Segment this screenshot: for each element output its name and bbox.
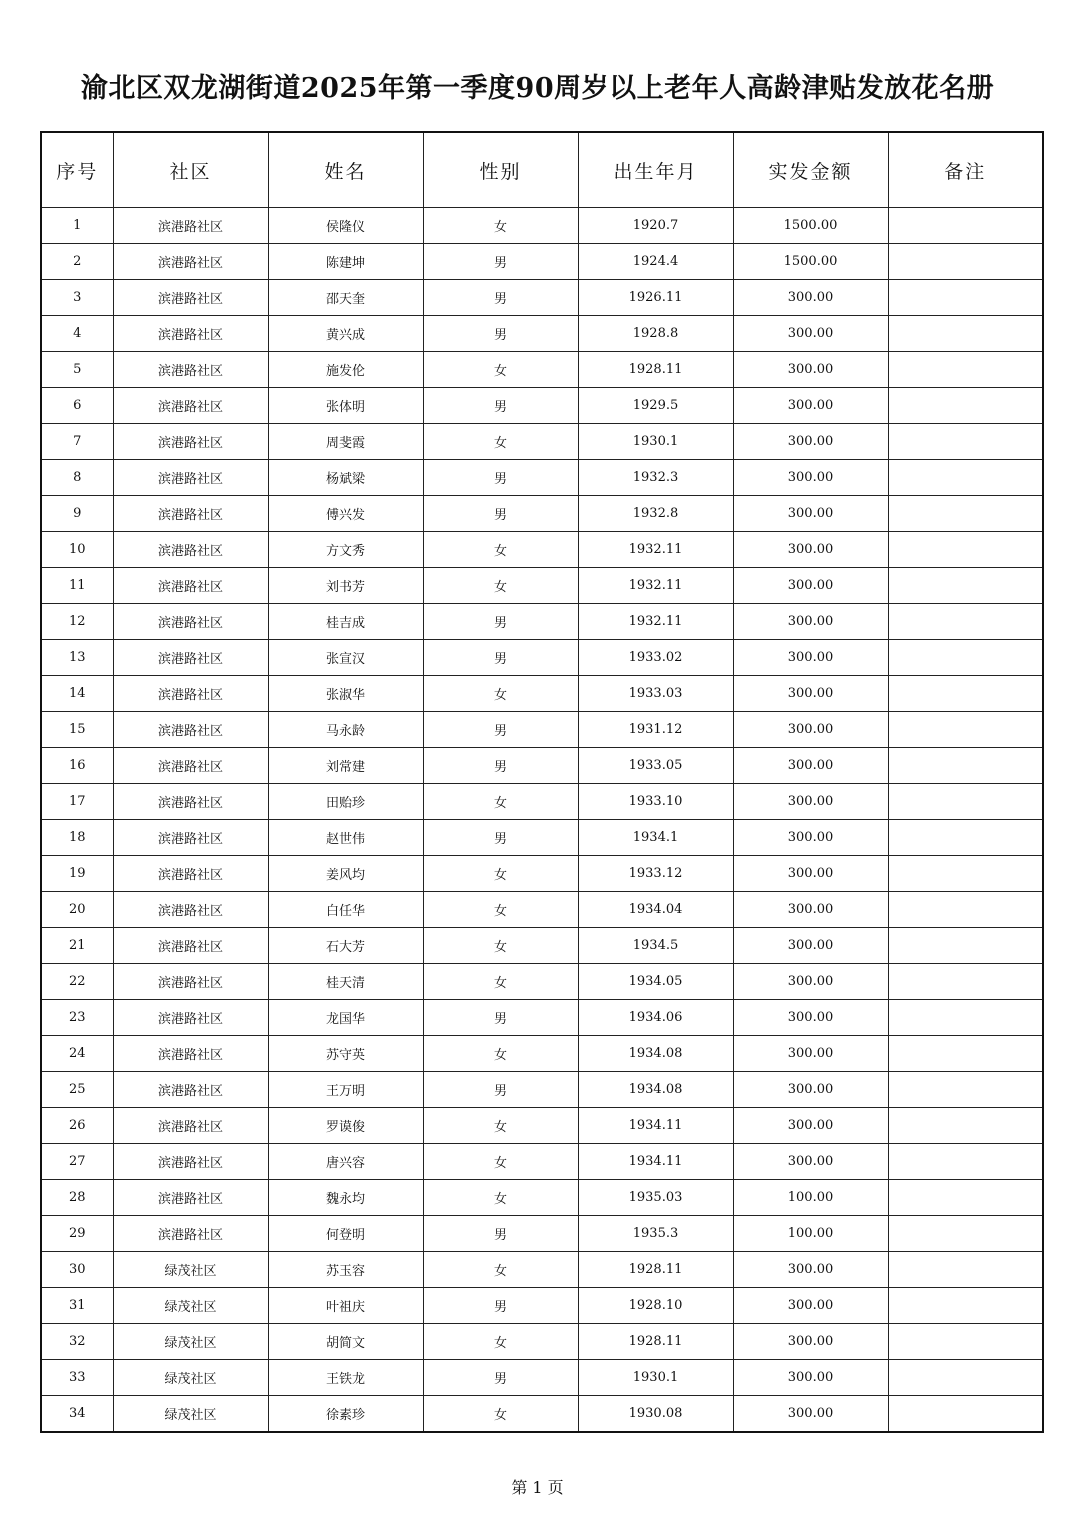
cell-birth-date: 1932.11 xyxy=(578,568,733,604)
cell-community: 滨港路社区 xyxy=(113,892,268,928)
cell-remarks xyxy=(888,1288,1043,1324)
cell-name: 王铁龙 xyxy=(268,1360,423,1396)
cell-index: 12 xyxy=(41,604,113,640)
cell-birth-date: 1926.11 xyxy=(578,280,733,316)
cell-name: 桂天清 xyxy=(268,964,423,1000)
cell-birth-date: 1933.12 xyxy=(578,856,733,892)
table-row xyxy=(41,820,1043,856)
cell-birth-date: 1934.08 xyxy=(578,1072,733,1108)
cell-gender: 男 xyxy=(423,1360,578,1396)
cell-index: 25 xyxy=(41,1072,113,1108)
cell-index: 4 xyxy=(41,316,113,352)
cell-gender: 女 xyxy=(423,208,578,244)
cell-gender: 男 xyxy=(423,1288,578,1324)
table-row xyxy=(41,1396,1043,1433)
cell-index: 5 xyxy=(41,352,113,388)
cell-gender: 男 xyxy=(423,712,578,748)
table-row xyxy=(41,1360,1043,1396)
cell-community: 绿茂社区 xyxy=(113,1252,268,1288)
cell-gender: 女 xyxy=(423,892,578,928)
cell-remarks xyxy=(888,640,1043,676)
cell-amount: 300.00 xyxy=(733,1288,888,1324)
cell-name: 周斐霞 xyxy=(268,424,423,460)
cell-community: 滨港路社区 xyxy=(113,1036,268,1072)
cell-amount: 300.00 xyxy=(733,928,888,964)
cell-index: 33 xyxy=(41,1360,113,1396)
cell-gender: 男 xyxy=(423,1000,578,1036)
cell-community: 滨港路社区 xyxy=(113,316,268,352)
cell-name: 王万明 xyxy=(268,1072,423,1108)
cell-amount: 300.00 xyxy=(733,1108,888,1144)
cell-index: 9 xyxy=(41,496,113,532)
cell-amount: 300.00 xyxy=(733,1360,888,1396)
cell-remarks xyxy=(888,1000,1043,1036)
cell-amount: 300.00 xyxy=(733,640,888,676)
cell-birth-date: 1934.11 xyxy=(578,1144,733,1180)
cell-index: 15 xyxy=(41,712,113,748)
cell-name: 桂吉成 xyxy=(268,604,423,640)
cell-name: 何登明 xyxy=(268,1216,423,1252)
cell-name: 黄兴成 xyxy=(268,316,423,352)
table-row xyxy=(41,1000,1043,1036)
cell-amount: 300.00 xyxy=(733,568,888,604)
cell-gender: 男 xyxy=(423,1072,578,1108)
cell-name: 张体明 xyxy=(268,388,423,424)
cell-name: 刘书芳 xyxy=(268,568,423,604)
cell-gender: 女 xyxy=(423,1252,578,1288)
table-row xyxy=(41,676,1043,712)
cell-amount: 300.00 xyxy=(733,712,888,748)
cell-remarks xyxy=(888,316,1043,352)
cell-community: 绿茂社区 xyxy=(113,1324,268,1360)
cell-amount: 300.00 xyxy=(733,604,888,640)
cell-remarks xyxy=(888,604,1043,640)
cell-community: 滨港路社区 xyxy=(113,208,268,244)
cell-name: 徐素珍 xyxy=(268,1396,423,1433)
cell-remarks xyxy=(888,748,1043,784)
cell-remarks xyxy=(888,676,1043,712)
cell-birth-date: 1931.12 xyxy=(578,712,733,748)
cell-index: 2 xyxy=(41,244,113,280)
cell-community: 滨港路社区 xyxy=(113,244,268,280)
table-row xyxy=(41,892,1043,928)
cell-gender: 女 xyxy=(423,1036,578,1072)
cell-remarks xyxy=(888,928,1043,964)
cell-community: 滨港路社区 xyxy=(113,712,268,748)
cell-index: 34 xyxy=(41,1396,113,1433)
cell-remarks xyxy=(888,1216,1043,1252)
cell-community: 滨港路社区 xyxy=(113,964,268,1000)
cell-amount: 300.00 xyxy=(733,1252,888,1288)
cell-index: 26 xyxy=(41,1108,113,1144)
table-row xyxy=(41,1108,1043,1144)
cell-gender: 男 xyxy=(423,1216,578,1252)
cell-index: 23 xyxy=(41,1000,113,1036)
cell-community: 滨港路社区 xyxy=(113,604,268,640)
cell-remarks xyxy=(888,352,1043,388)
cell-amount: 300.00 xyxy=(733,316,888,352)
cell-name: 陈建坤 xyxy=(268,244,423,280)
cell-index: 19 xyxy=(41,856,113,892)
cell-name: 张宣汉 xyxy=(268,640,423,676)
cell-community: 滨港路社区 xyxy=(113,1000,268,1036)
cell-index: 20 xyxy=(41,892,113,928)
cell-gender: 男 xyxy=(423,388,578,424)
cell-remarks xyxy=(888,1072,1043,1108)
table-row xyxy=(41,712,1043,748)
cell-remarks xyxy=(888,460,1043,496)
cell-community: 滨港路社区 xyxy=(113,676,268,712)
cell-remarks xyxy=(888,892,1043,928)
cell-gender: 女 xyxy=(423,1144,578,1180)
cell-amount: 300.00 xyxy=(733,784,888,820)
cell-gender: 女 xyxy=(423,856,578,892)
cell-gender: 女 xyxy=(423,532,578,568)
table-row xyxy=(41,604,1043,640)
cell-name: 胡简文 xyxy=(268,1324,423,1360)
cell-name: 白任华 xyxy=(268,892,423,928)
column-header-birth-date: 出生年月 xyxy=(578,132,733,208)
cell-remarks xyxy=(888,1180,1043,1216)
table-row xyxy=(41,208,1043,244)
cell-birth-date: 1933.02 xyxy=(578,640,733,676)
cell-gender: 女 xyxy=(423,1324,578,1360)
cell-community: 滨港路社区 xyxy=(113,784,268,820)
cell-name: 叶祖庆 xyxy=(268,1288,423,1324)
cell-gender: 男 xyxy=(423,460,578,496)
table-row xyxy=(41,1324,1043,1360)
cell-remarks xyxy=(888,1036,1043,1072)
cell-remarks xyxy=(888,1252,1043,1288)
cell-amount: 300.00 xyxy=(733,892,888,928)
cell-remarks xyxy=(888,424,1043,460)
cell-amount: 300.00 xyxy=(733,676,888,712)
cell-index: 8 xyxy=(41,460,113,496)
cell-gender: 男 xyxy=(423,496,578,532)
cell-birth-date: 1928.11 xyxy=(578,1324,733,1360)
cell-community: 滨港路社区 xyxy=(113,1072,268,1108)
table-row xyxy=(41,640,1043,676)
table-row xyxy=(41,784,1043,820)
cell-index: 30 xyxy=(41,1252,113,1288)
cell-gender: 男 xyxy=(423,316,578,352)
cell-gender: 男 xyxy=(423,820,578,856)
cell-birth-date: 1928.11 xyxy=(578,1252,733,1288)
cell-remarks xyxy=(888,1144,1043,1180)
cell-amount: 300.00 xyxy=(733,748,888,784)
cell-name: 赵世伟 xyxy=(268,820,423,856)
cell-name: 邵天奎 xyxy=(268,280,423,316)
cell-community: 滨港路社区 xyxy=(113,388,268,424)
cell-index: 14 xyxy=(41,676,113,712)
cell-birth-date: 1928.8 xyxy=(578,316,733,352)
cell-remarks xyxy=(888,820,1043,856)
cell-birth-date: 1934.08 xyxy=(578,1036,733,1072)
cell-community: 滨港路社区 xyxy=(113,424,268,460)
cell-amount: 300.00 xyxy=(733,1036,888,1072)
cell-index: 11 xyxy=(41,568,113,604)
table-row xyxy=(41,1216,1043,1252)
cell-amount: 300.00 xyxy=(733,496,888,532)
column-header-gender: 性别 xyxy=(423,132,578,208)
cell-remarks xyxy=(888,856,1043,892)
cell-birth-date: 1930.1 xyxy=(578,1360,733,1396)
cell-amount: 300.00 xyxy=(733,820,888,856)
cell-remarks xyxy=(888,712,1043,748)
cell-name: 施发伦 xyxy=(268,352,423,388)
table-row xyxy=(41,1036,1043,1072)
cell-index: 27 xyxy=(41,1144,113,1180)
cell-birth-date: 1933.05 xyxy=(578,748,733,784)
cell-gender: 女 xyxy=(423,1108,578,1144)
cell-index: 13 xyxy=(41,640,113,676)
cell-birth-date: 1933.03 xyxy=(578,676,733,712)
table-row xyxy=(41,1180,1043,1216)
cell-amount: 300.00 xyxy=(733,1396,888,1433)
table-row xyxy=(41,1144,1043,1180)
cell-community: 滨港路社区 xyxy=(113,496,268,532)
cell-birth-date: 1933.10 xyxy=(578,784,733,820)
cell-index: 24 xyxy=(41,1036,113,1072)
cell-amount: 300.00 xyxy=(733,1144,888,1180)
cell-community: 滨港路社区 xyxy=(113,748,268,784)
cell-remarks xyxy=(888,1324,1043,1360)
cell-remarks xyxy=(888,1396,1043,1433)
cell-amount: 300.00 xyxy=(733,388,888,424)
cell-birth-date: 1932.3 xyxy=(578,460,733,496)
table-row xyxy=(41,532,1043,568)
subsidy-roster-table xyxy=(40,131,1044,1433)
cell-birth-date: 1932.11 xyxy=(578,604,733,640)
cell-name: 张淑华 xyxy=(268,676,423,712)
column-header-community: 社区 xyxy=(113,132,268,208)
cell-remarks xyxy=(888,244,1043,280)
page-number: 第 1 页 xyxy=(511,1478,564,1497)
table-row xyxy=(41,856,1043,892)
cell-index: 1 xyxy=(41,208,113,244)
cell-birth-date: 1934.11 xyxy=(578,1108,733,1144)
table-body xyxy=(41,208,1043,1433)
cell-index: 17 xyxy=(41,784,113,820)
cell-birth-date: 1929.5 xyxy=(578,388,733,424)
cell-community: 滨港路社区 xyxy=(113,568,268,604)
cell-amount: 300.00 xyxy=(733,280,888,316)
cell-amount: 100.00 xyxy=(733,1180,888,1216)
table-row xyxy=(41,424,1043,460)
column-header-name: 姓名 xyxy=(268,132,423,208)
table-row xyxy=(41,244,1043,280)
cell-amount: 300.00 xyxy=(733,532,888,568)
table-row xyxy=(41,964,1043,1000)
cell-remarks xyxy=(888,964,1043,1000)
cell-amount: 1500.00 xyxy=(733,244,888,280)
cell-gender: 女 xyxy=(423,1180,578,1216)
table-row xyxy=(41,568,1043,604)
cell-gender: 男 xyxy=(423,640,578,676)
cell-birth-date: 1928.10 xyxy=(578,1288,733,1324)
cell-name: 唐兴容 xyxy=(268,1144,423,1180)
cell-index: 28 xyxy=(41,1180,113,1216)
cell-name: 侯隆仪 xyxy=(268,208,423,244)
cell-birth-date: 1935.03 xyxy=(578,1180,733,1216)
cell-community: 滨港路社区 xyxy=(113,820,268,856)
cell-name: 魏永均 xyxy=(268,1180,423,1216)
cell-amount: 300.00 xyxy=(733,460,888,496)
cell-name: 龙国华 xyxy=(268,1000,423,1036)
cell-index: 3 xyxy=(41,280,113,316)
table-row xyxy=(41,280,1043,316)
cell-community: 滨港路社区 xyxy=(113,532,268,568)
cell-birth-date: 1934.5 xyxy=(578,928,733,964)
cell-birth-date: 1920.7 xyxy=(578,208,733,244)
table-row xyxy=(41,496,1043,532)
cell-amount: 300.00 xyxy=(733,1324,888,1360)
cell-remarks xyxy=(888,388,1043,424)
cell-remarks xyxy=(888,568,1043,604)
cell-index: 32 xyxy=(41,1324,113,1360)
table-row xyxy=(41,352,1043,388)
cell-gender: 男 xyxy=(423,748,578,784)
cell-index: 22 xyxy=(41,964,113,1000)
cell-gender: 女 xyxy=(423,1396,578,1433)
cell-community: 绿茂社区 xyxy=(113,1288,268,1324)
cell-index: 18 xyxy=(41,820,113,856)
document-title: 渝北区双龙湖街道2025年第一季度90周岁以上老年人高龄津贴发放花名册 xyxy=(80,73,995,104)
column-header-amount: 实发金额 xyxy=(733,132,888,208)
cell-amount: 300.00 xyxy=(733,1072,888,1108)
cell-amount: 300.00 xyxy=(733,424,888,460)
cell-birth-date: 1924.4 xyxy=(578,244,733,280)
cell-index: 31 xyxy=(41,1288,113,1324)
table-row xyxy=(41,316,1043,352)
cell-name: 杨斌梁 xyxy=(268,460,423,496)
table-row xyxy=(41,1288,1043,1324)
cell-amount: 300.00 xyxy=(733,352,888,388)
cell-remarks xyxy=(888,496,1043,532)
table-row xyxy=(41,388,1043,424)
cell-birth-date: 1934.06 xyxy=(578,1000,733,1036)
cell-community: 滨港路社区 xyxy=(113,928,268,964)
cell-community: 滨港路社区 xyxy=(113,280,268,316)
cell-remarks xyxy=(888,280,1043,316)
cell-index: 10 xyxy=(41,532,113,568)
cell-gender: 女 xyxy=(423,352,578,388)
cell-name: 姜风均 xyxy=(268,856,423,892)
cell-gender: 女 xyxy=(423,676,578,712)
cell-gender: 女 xyxy=(423,784,578,820)
cell-community: 滨港路社区 xyxy=(113,460,268,496)
cell-birth-date: 1935.3 xyxy=(578,1216,733,1252)
cell-birth-date: 1930.1 xyxy=(578,424,733,460)
cell-gender: 男 xyxy=(423,244,578,280)
cell-gender: 女 xyxy=(423,424,578,460)
cell-name: 罗谟俊 xyxy=(268,1108,423,1144)
cell-community: 绿茂社区 xyxy=(113,1360,268,1396)
table-row xyxy=(41,1072,1043,1108)
cell-gender: 女 xyxy=(423,928,578,964)
cell-community: 滨港路社区 xyxy=(113,856,268,892)
cell-gender: 女 xyxy=(423,568,578,604)
cell-birth-date: 1934.05 xyxy=(578,964,733,1000)
cell-birth-date: 1934.04 xyxy=(578,892,733,928)
cell-name: 田贻珍 xyxy=(268,784,423,820)
cell-remarks xyxy=(888,1360,1043,1396)
cell-community: 绿茂社区 xyxy=(113,1396,268,1433)
cell-amount: 300.00 xyxy=(733,856,888,892)
column-header-remarks: 备注 xyxy=(888,132,1043,208)
table-row xyxy=(41,1252,1043,1288)
cell-birth-date: 1932.11 xyxy=(578,532,733,568)
cell-index: 29 xyxy=(41,1216,113,1252)
cell-community: 滨港路社区 xyxy=(113,1108,268,1144)
cell-index: 16 xyxy=(41,748,113,784)
cell-name: 苏玉容 xyxy=(268,1252,423,1288)
cell-remarks xyxy=(888,532,1043,568)
cell-remarks xyxy=(888,1108,1043,1144)
table-row xyxy=(41,460,1043,496)
cell-birth-date: 1930.08 xyxy=(578,1396,733,1433)
cell-remarks xyxy=(888,784,1043,820)
cell-birth-date: 1934.1 xyxy=(578,820,733,856)
cell-community: 滨港路社区 xyxy=(113,1144,268,1180)
cell-amount: 300.00 xyxy=(733,1000,888,1036)
cell-birth-date: 1928.11 xyxy=(578,352,733,388)
cell-amount: 100.00 xyxy=(733,1216,888,1252)
cell-index: 21 xyxy=(41,928,113,964)
cell-name: 傅兴发 xyxy=(268,496,423,532)
cell-name: 石大芳 xyxy=(268,928,423,964)
cell-index: 6 xyxy=(41,388,113,424)
cell-remarks xyxy=(888,208,1043,244)
cell-gender: 男 xyxy=(423,280,578,316)
cell-name: 方文秀 xyxy=(268,532,423,568)
cell-name: 苏守英 xyxy=(268,1036,423,1072)
cell-community: 滨港路社区 xyxy=(113,640,268,676)
cell-name: 刘常建 xyxy=(268,748,423,784)
cell-amount: 1500.00 xyxy=(733,208,888,244)
table-row xyxy=(41,748,1043,784)
cell-name: 马永龄 xyxy=(268,712,423,748)
cell-community: 滨港路社区 xyxy=(113,352,268,388)
column-header-index: 序号 xyxy=(41,132,113,208)
cell-birth-date: 1932.8 xyxy=(578,496,733,532)
cell-index: 7 xyxy=(41,424,113,460)
cell-gender: 男 xyxy=(423,604,578,640)
cell-community: 滨港路社区 xyxy=(113,1180,268,1216)
table-header-row xyxy=(41,132,1043,208)
cell-community: 滨港路社区 xyxy=(113,1216,268,1252)
cell-gender: 女 xyxy=(423,964,578,1000)
table-row xyxy=(41,928,1043,964)
cell-amount: 300.00 xyxy=(733,964,888,1000)
